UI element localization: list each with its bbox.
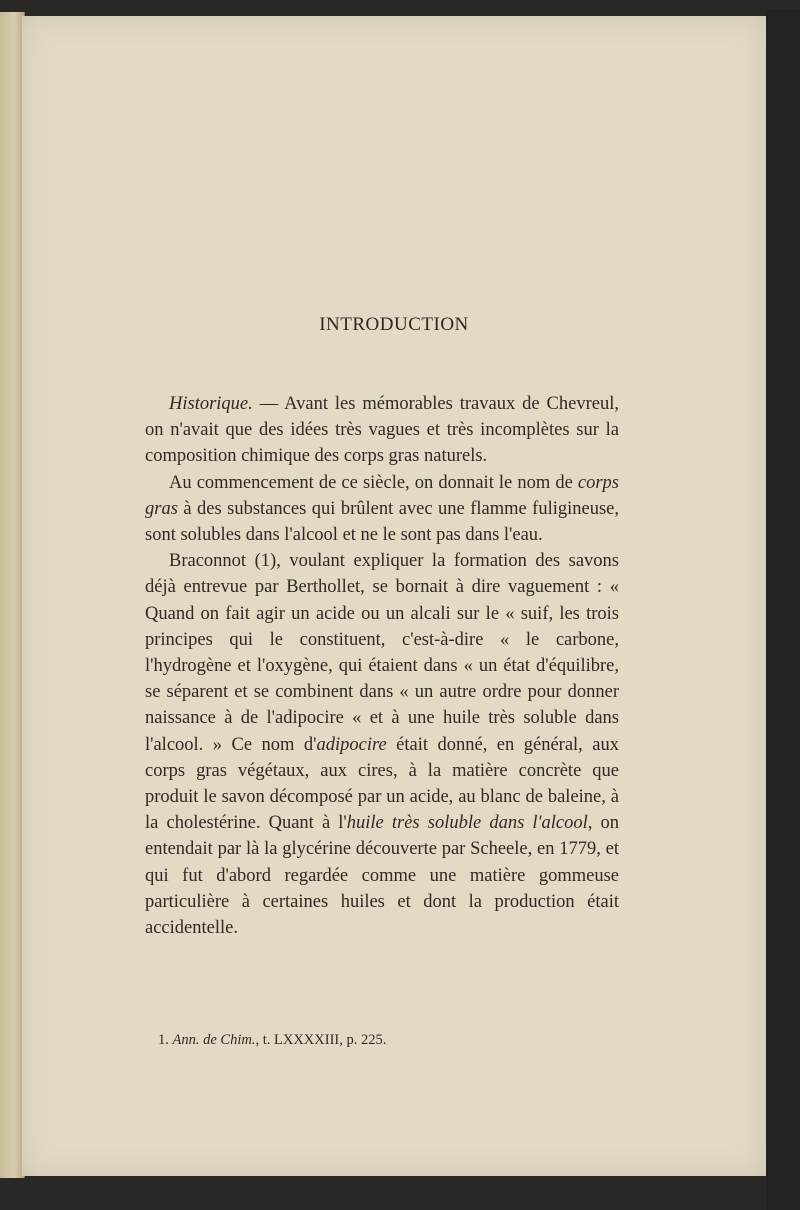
footnote-reference: , t. LXXXXIII, p. 225. — [255, 1032, 387, 1048]
scan-background — [766, 10, 800, 1210]
footnote-number: 1. — [158, 1032, 169, 1048]
corps-gras-term: corps gras — [145, 472, 619, 519]
paragraph-braconnot — [145, 548, 619, 941]
corps-gras-after: à des substances qui brûlent avec une flamme fuligineuse, sont solubles dans l'alcool et ne le sont pas dans l'eau. — [145, 498, 619, 546]
corps-gras-before: Au commencement de ce siècle, on donnait le nom de — [169, 472, 578, 493]
adipocire-term: adipocire — [316, 734, 387, 755]
huile-term: huile très soluble dans l'alcool — [346, 813, 588, 834]
historique-lead: Historique. — [169, 394, 253, 414]
braconnot-part2: était donné, en général, aux corps gras végétaux, aux cires, à la matière concrète que produit le savon décomposé par un acide, au blanc de baleine, à la cholestérine. Quant à l' — [145, 734, 619, 834]
paragraph-historique — [145, 391, 619, 470]
footnote-source: Ann. de Chim. — [172, 1032, 256, 1048]
footnote — [158, 1032, 578, 1049]
paragraph-corps-gras — [145, 470, 619, 549]
book-page — [22, 16, 766, 1176]
braconnot-part1: Braconnot (1), voulant expliquer la formation des savons déjà entrevue par Berthollet, se bornait à dire vaguement : « Quand on fait agir un acide ou un alcali sur le « suif, les trois principes qui le constituent, c'est-à-dire « le carbone, l'hydrogène et l'oxygène, qui étaient dans « un état d'équilibre, se séparent et se combinent dans « un autre ordre pour donner naissance à de l'adipocire « et à une huile très soluble dans l'alcool. » Ce nom d' — [145, 551, 619, 755]
page-title: INTRODUCTION — [319, 314, 469, 335]
braconnot-part3: , on entendait par là la glycérine découverte par Scheele, en 1779, et qui fut d'abord regardée comme une matière gommeuse particulière à certaines huiles et dont la production était accidentelle. — [145, 813, 620, 939]
historique-text: — Avant les mémorables travaux de Chevreul, on n'avait que des idées très vagues et très incomplètes sur la composition chimique des corps gras naturels. — [145, 394, 619, 467]
body-text — [145, 391, 619, 941]
